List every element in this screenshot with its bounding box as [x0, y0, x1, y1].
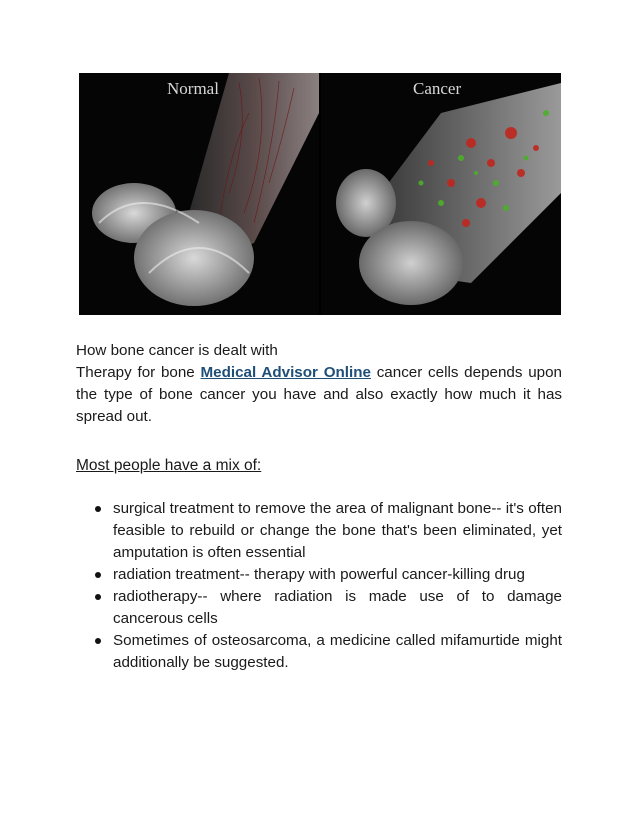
- list-item-text: radiation treatment-- therapy with powerful cancer-killing drug: [113, 566, 525, 583]
- list-item-text: Sometimes of osteosarcoma, a medicine called mifamurtide might additionally be suggested.: [113, 632, 562, 671]
- intro-body: [76, 362, 562, 428]
- intro-title: How bone cancer is dealt with: [76, 342, 278, 359]
- list-item-text: surgical treatment to remove the area of malignant bone-- it's often feasible to rebuild or change the bone that's been eliminated, yet amputation is often essential: [113, 500, 562, 561]
- list-item: [76, 564, 562, 586]
- list-item: [76, 630, 562, 674]
- normal-bone-image: [79, 73, 319, 315]
- bullet-icon: [95, 594, 101, 600]
- intro-text-before: Therapy for bone: [76, 364, 201, 381]
- section-heading: Most people have a mix of:: [76, 457, 262, 474]
- list-item: [76, 586, 562, 630]
- bone-comparison-figure: [79, 73, 561, 315]
- bullet-icon: [95, 638, 101, 644]
- cancer-label: Cancer: [413, 79, 462, 98]
- intro-text-after: cancer cells depends upon the type of bone cancer you have and also exactly how much it has spread out.: [76, 364, 562, 425]
- bullet-icon: [95, 506, 101, 512]
- list-item: [76, 498, 562, 564]
- intro-paragraph: [76, 340, 562, 428]
- cancer-bone-panel: [321, 73, 561, 315]
- treatment-list: [76, 498, 562, 674]
- list-item-text: radiotherapy-- where radiation is made use of to damage cancerous cells: [113, 588, 562, 627]
- normal-bone-panel: [79, 73, 319, 315]
- normal-label: Normal: [167, 79, 219, 98]
- bullet-icon: [95, 572, 101, 578]
- medical-advisor-link[interactable]: Medical Advisor Online: [200, 364, 371, 381]
- cancer-bone-image: [321, 73, 561, 315]
